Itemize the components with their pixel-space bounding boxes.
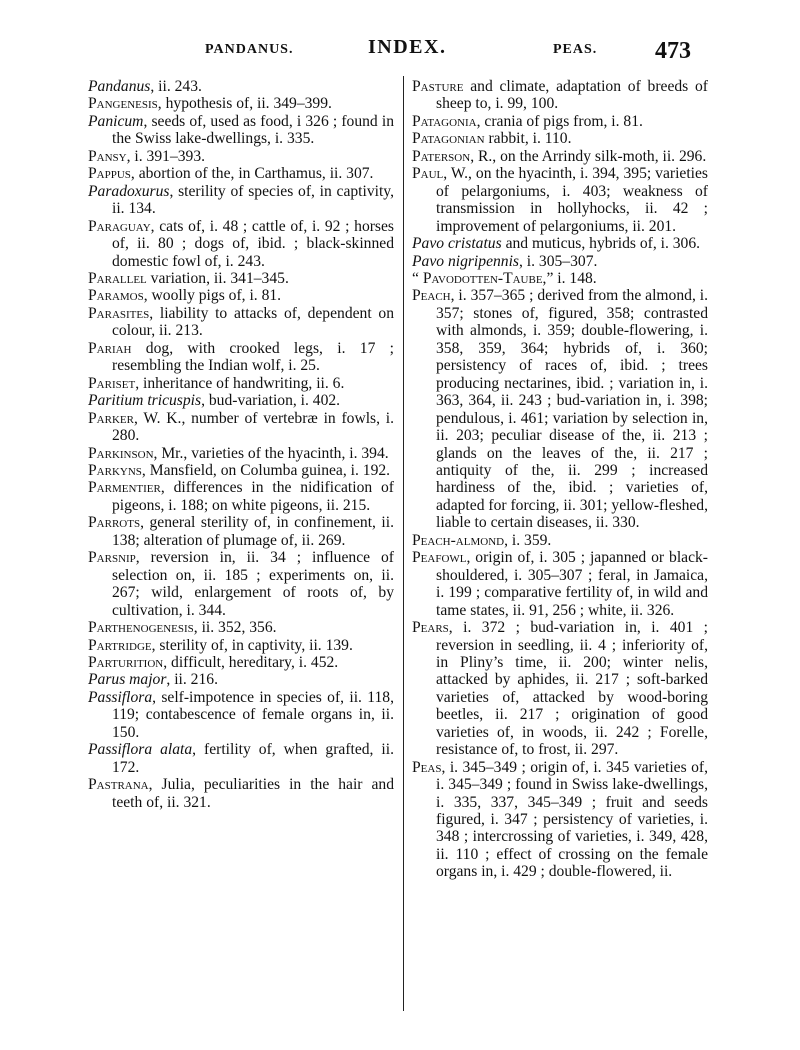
entry-heading: Peafowl: [412, 549, 467, 567]
entry-heading: Passiflora: [88, 688, 153, 706]
entry-references: , hypothesis of, ii. 349–399.: [157, 95, 332, 113]
entry-heading: Pastrana: [88, 776, 149, 794]
index-entry: [412, 549, 708, 619]
entry-heading: Pappus: [88, 165, 131, 183]
index-entry: [88, 741, 394, 776]
index-entry: [88, 287, 394, 304]
index-entry: [412, 619, 708, 759]
entry-heading: Pavo cristatus: [412, 235, 502, 253]
entry-references: , seeds of, used as food, i 326 ; found in the Swiss lake-dwellings, i. 335.: [112, 112, 394, 148]
entry-heading: Parkyns: [88, 461, 142, 479]
entry-heading: Pariset: [88, 374, 136, 392]
entry-heading: Paul: [412, 165, 444, 183]
index-entry: [88, 549, 394, 619]
index-entry: [412, 165, 708, 235]
page-number: 473: [655, 38, 691, 64]
entry-heading: Paramos: [88, 287, 144, 305]
entry-heading: Paterson: [412, 147, 471, 165]
entry-references: , i. 359.: [504, 531, 552, 549]
entry-heading: Peas: [412, 758, 442, 776]
entry-references: and climate, adaptation of breeds of sheep to, i. 99, 100.: [436, 78, 708, 113]
entry-heading: Pariah: [88, 339, 132, 357]
entry-heading: Peach: [412, 287, 451, 305]
index-entry: [88, 392, 394, 409]
index-entry: [412, 148, 708, 165]
entry-heading: Paraguay: [88, 217, 151, 235]
entry-heading: Parmentier: [88, 479, 161, 497]
entry-references: , woolly pigs of, i. 81.: [143, 287, 282, 305]
entry-heading: Parsnip: [88, 549, 136, 567]
entry-heading: Patagonia: [412, 112, 477, 130]
entry-references: dog, with crooked legs, i. 17 ; resembling the Indian wolf, i. 25.: [112, 339, 394, 375]
index-entry: [412, 113, 708, 130]
index-entry: [88, 619, 394, 636]
index-entry: [412, 235, 708, 252]
entry-references: i. 148.: [553, 269, 597, 287]
entry-references: rabbit, i. 110.: [484, 130, 572, 148]
entry-heading: Parkinson: [88, 444, 154, 462]
entry-references: , Mr., varieties of the hyacinth, i. 394.: [153, 444, 389, 462]
entry-references: , general sterility of, in confinement, ii. 138; alteration of plumage of, ii. 269.: [112, 514, 394, 549]
index-entry: [88, 375, 394, 392]
index-entry: [88, 270, 394, 287]
entry-references: , bud-variation, i. 402.: [201, 392, 341, 410]
entry-heading: Parker: [88, 409, 134, 427]
entry-references: , differences in the nidification of pigeons, i. 188; on white pigeons, ii. 215.: [112, 479, 394, 514]
entry-heading: Pavo nigripennis: [412, 252, 519, 270]
entry-references: and muticus, hybrids of, i. 306.: [501, 235, 701, 253]
index-entry: [88, 340, 394, 375]
entry-references: , self-impotence in species of, ii. 118, 119; contabescence of female organs in, ii. 150.: [112, 688, 394, 741]
index-entry: [412, 287, 708, 531]
entry-heading: Pandanus: [88, 78, 151, 95]
running-header: [0, 36, 800, 70]
entry-heading: “ Pavodotten-Taube,”: [412, 269, 554, 287]
entry-heading: Pasture: [412, 78, 464, 95]
index-entry: [88, 689, 394, 741]
entry-references: , sterility of species of, in captivity, ii. 134.: [112, 182, 394, 218]
right-index-column: [412, 78, 708, 881]
header-title: INDEX.: [368, 36, 447, 58]
entry-references: , sterility of, in captivity, ii. 139.: [151, 636, 353, 654]
entry-references: , W. K., number of vertebræ in fowls, i. 280.: [112, 409, 394, 445]
index-entry: [412, 78, 708, 113]
left-index-column: [88, 78, 394, 811]
entry-heading: Pangenesis: [88, 95, 158, 113]
index-entry: [88, 514, 394, 549]
entry-heading: Passiflora alata: [88, 741, 193, 759]
entry-references: , i. 372 ; bud-variation in, i. 401 ; reversion in seedling, ii. 4 ; inferiority of, in Pliny’s time, ii. 200; winter nelis, attacked by aphides, ii. 217 ; soft-barked varieties of, attacked by wood-boring beetles, ii. 217 ; origination of good varieties of, in woods, ii. 242 ; Forelle, resistance of, to frost, ii. 297.: [436, 619, 708, 759]
entry-references: , inheritance of handwriting, ii. 6.: [135, 374, 345, 392]
entry-references: variation, ii. 341–345.: [146, 269, 289, 287]
header-left-word: PANDANUS.: [205, 42, 294, 57]
entry-heading: Paritium tricuspis: [88, 392, 202, 410]
index-entry: [88, 654, 394, 671]
entry-heading: Parallel: [88, 269, 147, 287]
index-entry: [412, 532, 708, 549]
entry-references: , R., on the Arrindy silk-moth, ii. 296.: [470, 147, 707, 165]
entry-references: , Mansfield, on Columba guinea, i. 192.: [141, 461, 391, 479]
entry-heading: Parturition: [88, 653, 164, 671]
entry-references: , reversion in, ii. 34 ; influence of selection on, ii. 185 ; experiments on, ii. 267; wild, enlargement of roots of, by cultivation, i. 344.: [112, 549, 394, 619]
entry-heading: Peach-almond: [412, 531, 505, 549]
entry-references: , i. 357–365 ; derived from the almond, i. 357; stones of, figured, 358; contrasted with almonds, i. 359; double-flowering, i. 358, 359, 364; hybrids of, i. 360; persistency of races of, ibid. ; trees producing nectarines, ibid. ; variation in, i. 363, 364, ii. 243 ; bud-variation in, i. 398; pendulous, i. 461; variation by selection in, ii. 203; peculiar disease of the, ii. 213 ; glands on the leaves of the, ii. 217 ; antiquity of the, ii. 299 ; increased hardiness of the, ibid. ; varieties of, adapted for forcing, ii. 301; yellow-fleshed, liable to certain diseases, ii. 330.: [436, 287, 708, 532]
entry-references: , W., on the hyacinth, i. 394, 395; varieties of pelargoniums, i. 403; weakness of transmission in hollyhocks, ii. 42 ; improvement of pelargoniums, ii. 201.: [436, 165, 708, 235]
index-entry: [88, 113, 394, 148]
index-entry: [88, 445, 394, 462]
index-entry: [88, 776, 394, 811]
index-entry: [412, 759, 708, 881]
index-entry: [412, 270, 708, 287]
index-entry: [88, 165, 394, 182]
entry-heading: Pansy: [88, 147, 127, 165]
entry-heading: Parus major: [88, 671, 167, 689]
entry-references: , ii. 243.: [150, 78, 202, 95]
entry-references: , ii. 216.: [166, 671, 218, 689]
index-entry: [88, 148, 394, 165]
index-entry: [412, 253, 708, 270]
entry-references: , abortion of the, in Carthamus, ii. 307.: [130, 165, 374, 183]
entry-heading: Paradoxurus: [88, 182, 170, 200]
entry-heading: Parthenogenesis: [88, 619, 194, 637]
entry-heading: Parasites: [88, 304, 150, 322]
index-entry: [88, 218, 394, 270]
entry-references: , i. 345–349 ; origin of, i. 345 varieties of, i. 345–349 ; found in Swiss lake-dwellings, i. 335, 337, 345–349 ; fruit and seeds figured, i. 347 ; persistency of varieties, i. 348 ; intercrossing of varieties, i. 349, 428, ii. 110 ; effect of crossing on the female organs in, i. 429 ; double-flowered, ii.: [436, 758, 708, 881]
entry-references: , origin of, i. 305 ; japanned or black-shouldered, i. 305–307 ; feral, in Jamaica, i. 199 ; comparative fertility of, in wild and tame states, ii. 91, 256 ; white, ii. 326.: [436, 549, 708, 619]
entry-heading: Panicum: [88, 112, 144, 130]
entry-references: , i. 305–307.: [518, 252, 598, 270]
entry-heading: Parrots: [88, 514, 141, 532]
index-entry: [88, 95, 394, 112]
header-right-word: PEAS.: [553, 42, 598, 57]
index-entry: [412, 130, 708, 147]
entry-references: , fertility of, when grafted, ii. 172.: [112, 741, 394, 776]
entry-references: , i. 391–393.: [126, 147, 206, 165]
entry-references: , Julia, peculiarities in the hair and teeth of, ii. 321.: [112, 776, 394, 811]
entry-references: , cats of, i. 48 ; cattle of, i. 92 ; horses of, ii. 80 ; dogs of, ibid. ; black-skinned domestic fowl of, i. 243.: [112, 217, 394, 270]
entry-heading: Partridge: [88, 636, 152, 654]
index-entry: [88, 78, 394, 95]
entry-references: , ii. 352, 356.: [193, 619, 277, 637]
index-entry: [88, 671, 394, 688]
entry-references: , liability to attacks of, dependent on colour, ii. 213.: [112, 304, 394, 340]
entry-references: , difficult, hereditary, i. 452.: [163, 653, 339, 671]
index-entry: [88, 637, 394, 654]
entry-heading: Pears: [412, 619, 449, 637]
entry-heading: Patagonian: [412, 130, 485, 148]
index-entry: [88, 410, 394, 445]
index-entry: [88, 183, 394, 218]
column-divider: [403, 76, 404, 1011]
entry-references: , crania of pigs from, i. 81.: [476, 112, 643, 130]
index-entry: [88, 305, 394, 340]
index-entry: [88, 462, 394, 479]
index-entry: [88, 479, 394, 514]
